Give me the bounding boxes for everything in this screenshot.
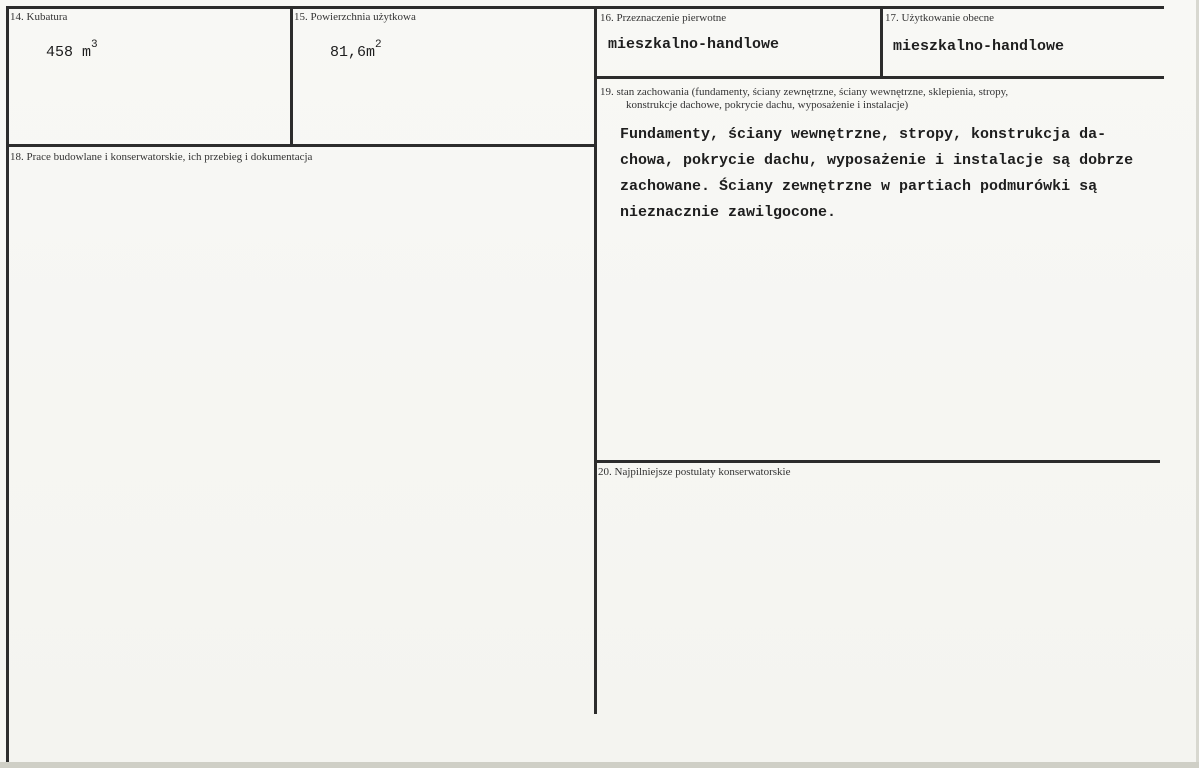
field-19-label-line2: konstrukcje dachowe, pokrycie dachu, wyposażenie i instalacje) bbox=[626, 99, 909, 111]
field-14-label: 14. Kubatura bbox=[10, 11, 68, 23]
field-15-label: 15. Powierzchnia użytkowa bbox=[294, 11, 416, 23]
paper-edge-bottom bbox=[0, 762, 1199, 768]
field-17-label: 17. Użytkowanie obecne bbox=[885, 12, 995, 24]
field-14-number: 458 m bbox=[46, 44, 92, 61]
divider-under-14-15 bbox=[6, 144, 597, 147]
left-border bbox=[6, 6, 9, 766]
field-16-label: 16. Przeznaczenie pierwotne bbox=[600, 12, 727, 24]
field-18-label: 18. Prace budowlane i konserwatorskie, ich przebieg i dokumentacja bbox=[10, 151, 313, 163]
field-14-exponent: 3 bbox=[91, 39, 98, 51]
field-19-text-line: nieznacznie zawilgocone. bbox=[620, 204, 837, 221]
top-border bbox=[6, 6, 1164, 9]
field-19-label-line1: 19. stan zachowania (fundamenty, ściany zewnętrzne, ściany wewnętrzne, sklepienia, stropy, bbox=[600, 86, 1009, 98]
field-15-value bbox=[330, 39, 382, 61]
divider-above-20 bbox=[597, 460, 1160, 463]
field-16-value: mieszkalno-handlowe bbox=[608, 36, 780, 53]
divider-15-16 bbox=[594, 6, 597, 714]
divider-under-16-17 bbox=[597, 76, 1164, 79]
field-19-text-line: zachowane. Ściany zewnętrzne w partiach podmurówki są bbox=[620, 178, 1098, 195]
field-19-text-line: Fundamenty, ściany wewnętrzne, stropy, konstrukcja da- bbox=[620, 126, 1107, 143]
divider-14-15 bbox=[290, 6, 293, 145]
field-15-exponent: 2 bbox=[375, 39, 382, 51]
field-17-value: mieszkalno-handlowe bbox=[893, 38, 1065, 55]
field-19-text-line: chowa, pokrycie dachu, wyposażenie i instalacje są dobrze bbox=[620, 152, 1134, 169]
field-20-label: 20. Najpilniejsze postulaty konserwatorskie bbox=[598, 466, 791, 478]
field-14-value bbox=[46, 39, 98, 61]
field-15-number: 81,6m bbox=[330, 44, 376, 61]
field-19-text bbox=[620, 122, 1180, 226]
divider-16-17 bbox=[880, 6, 883, 77]
